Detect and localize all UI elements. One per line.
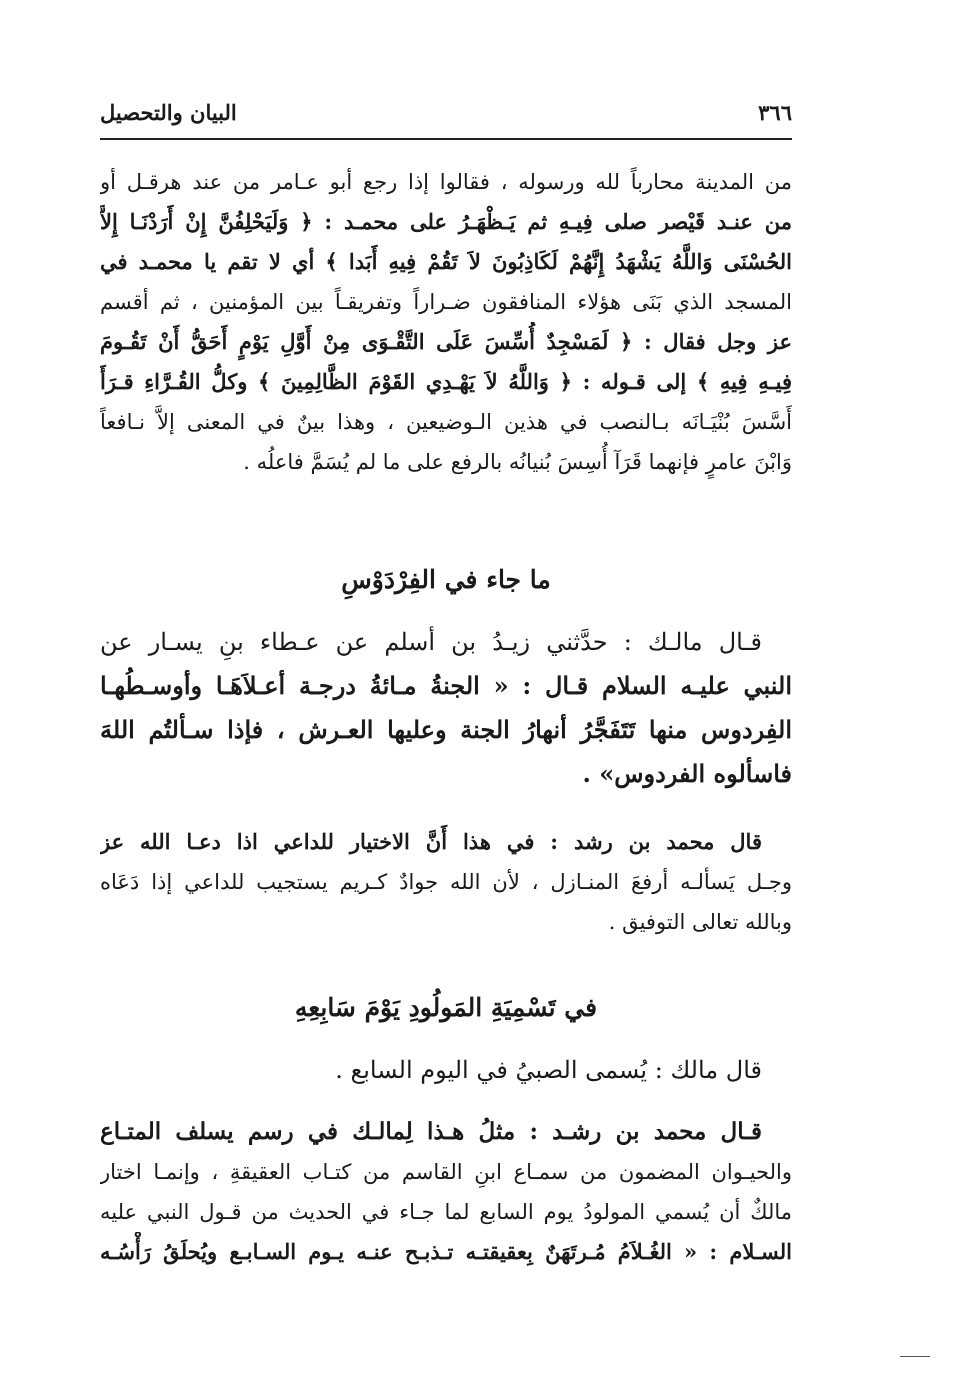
text-line: فاسألوه الفردوس» . — [582, 759, 792, 788]
running-header — [100, 92, 792, 132]
commentary-ibn-rushd-1 — [100, 822, 792, 942]
text-line: والحيـوان المضمون من سمـاع ابنِ القاسم من كتـاب العقيقةِ ، وإنمـا اختار — [100, 1160, 792, 1184]
section-heading-naming: في تَسْمِيَةِ المَولُودِ يَوْمَ سَابِعِهِ — [294, 993, 598, 1022]
text-line: فِيـهِ فِيهِ ﴾ إلى قـوله : ﴿ وَاللَّهُ لاَ يَهْـدِي القَوْمَ الظَّالِمِينَ ﴾ وكلُّ القُـرَّاءِ قـرَأَ — [100, 369, 792, 394]
scan-mark — [900, 1356, 930, 1357]
text-line: أَسَّسَ بُنْيَـانَه بـالنصب في هذين الـوضيعين ، وهذا بينٌ في المعنى إلاَّ نـافعاً — [100, 410, 792, 434]
text-line: مالكٌ أن يُسمي المولودُ يوم السابع لما جـاء في الحديث من قـول النبي عليه — [100, 1200, 792, 1224]
hadith-paragraph-firdaws — [100, 620, 792, 796]
header-divider — [100, 138, 792, 140]
text-line: وجـل يَسألـه أرفعَ المنـازل ، لأن الله جوادٌ كـريم يستجيب للداعي إذا دَعَاه — [100, 870, 792, 894]
text-line: قـال مالـك : حدَّثني زيـدُ بن أسلم عن عـطاء بنِ يسـار عن — [100, 628, 762, 656]
text-line: عز وجل فقال : ﴿ لَمَسْجِدٌ أُسِّسَ عَلَى التَّقْـوَى مِنْ أَوَّلِ يَوْمٍ أَحَقُّ أَنْ تَقُـومَ — [100, 329, 792, 354]
text-line: قال محمد بن رشد : في هذا أَنَّ الاختيار للداعي اذا دعـا الله عز — [100, 829, 762, 854]
text-line: من المدينة محارباً لله ورسوله ، فقالوا إذا رجع أبو عـامر من عند هرقـل أو — [100, 170, 792, 194]
paragraph-masjid-dirar — [100, 162, 792, 482]
book-title: البيان والتحصيل — [100, 99, 237, 125]
text-line: وَابْنَ عامرٍ فإنهما قَرَآ أُسِسَ بُنيانُه بالرفع على ما لم يُسَمَّ فاعلُه . — [243, 450, 792, 474]
text-line: النبي عليـه السلام قـال : « الجنةُ مـائةُ درجـة أعـلاَهَـا وأوسـطُهـا — [100, 671, 792, 700]
text-line: الفِردوس منها تَتَفَجَّرُ أنهارُ الجنة وعليها العـرش ، فإذا سـألتُم اللهَ — [100, 715, 792, 744]
text-line: الحُسْنَى وَاللَّهُ يَشْهَدُ إِنَّهُمْ لَكَاذِبُونَ لاَ تَقُمْ فِيهِ أَبَدا ﴾ أي لا تقم يا محمـد في — [100, 249, 792, 274]
section-heading-firdaws: ما جاء في الفِرْدَوْسِ — [341, 565, 551, 594]
text-line: قـال محمد بن رشـد : مثلُ هـذا لِمالـك في رسم يسلف المتـاع — [100, 1118, 762, 1145]
text-line: من عنـد قَيْصر صلى فِيـهِ ثم يَـظْهَـرُ على محمـد : ﴿ وَلَيَحْلِفُنَّ إِنْ أَرَدْنَـا إِلاَّ — [100, 209, 792, 234]
text-line: السـلام : « الغُـلاَمُ مُـرتَهَنٌ بِعقيقتـه تـذبـح عنـه يـوم السـابـع ويُحلَقُ رَأْسُـه — [100, 1239, 792, 1264]
text-line: وبالله تعالى التوفيق . — [608, 910, 792, 934]
text-line: المسجد الذي بَنَى هؤلاء المنافقون ضـراراً وتفريقـاً بين المؤمنين ، ثم أقسم — [100, 290, 792, 314]
page-number: ٣٦٦ — [758, 99, 792, 125]
malik-statement-naming: قال مالك : يُسمى الصبيُ في اليوم السابع . — [335, 1056, 762, 1084]
commentary-ibn-rushd-2 — [100, 1112, 792, 1272]
